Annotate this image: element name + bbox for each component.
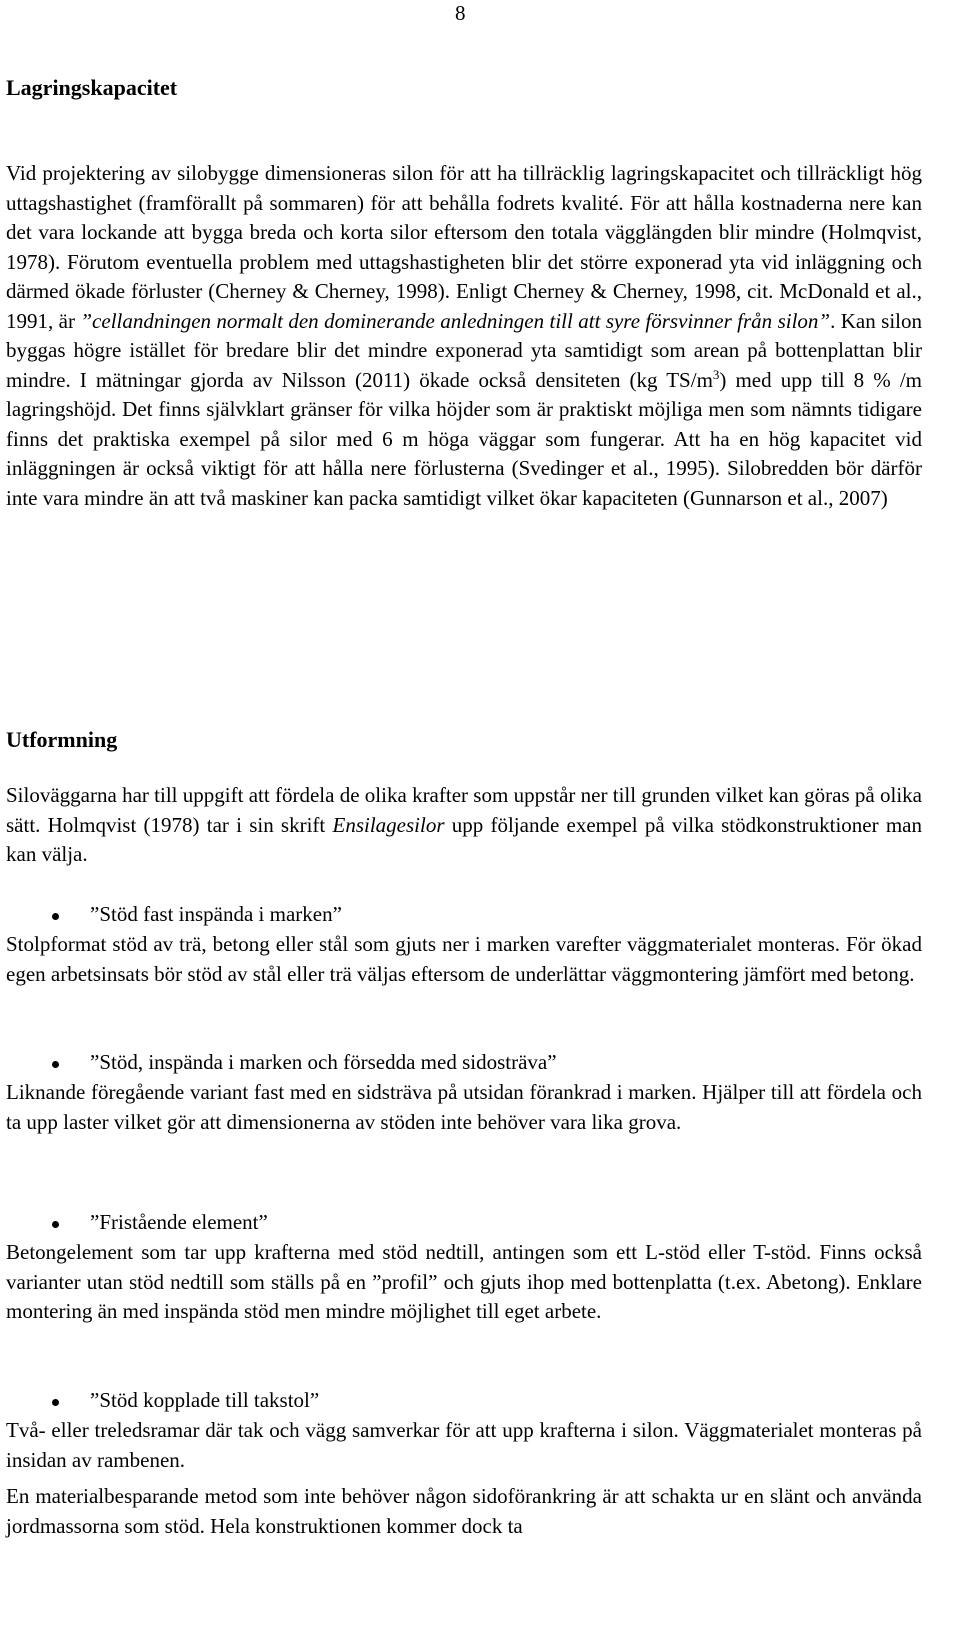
paragraph-text: upp följande exempel på vilka stödkonstruktioner man kan välja. xyxy=(6,812,922,866)
bullet-icon xyxy=(52,1061,59,1068)
paragraph-text: Vid projektering av silobygge dimensioneras silon för att ha tillräcklig lagringskapacitet och tillräckligt hög uttagshastighet (framförallt på sommaren) för att behålla fodrets kvalité. För att hålla kostnaderna nere kan det vara lockande att bygga breda och korta silor eftersom den totala vägglängden blir mindre (Holmqvist, 1978). Förutom eventuella problem med uttagshastigheten blir det större exponerad yta vid inläggning och därmed ökade förluster (Cherney & Cherney, 1998). Enligt Cherney & Cherney, 1998, cit. McDonald et al., 1991, är xyxy=(6,161,922,333)
paragraph-lagringskapacitet xyxy=(6,159,922,513)
bullet-title: ”Stöd kopplade till takstol” xyxy=(90,1388,320,1412)
bullet-icon xyxy=(52,1221,59,1228)
section-heading-lagringskapacitet: Lagringskapacitet xyxy=(6,75,178,100)
bullet-icon xyxy=(52,913,59,920)
bullet-body: Betongelement som tar upp krafterna med stöd nedtill, antingen som ett L-stöd eller T-stöd. Finns också varianter utan stöd nedtill som ställs på en ”profil” och gjuts ihop med bottenplatta (t.ex. Abetong). Enklare montering än med inspända stöd men mindre möjlighet till eget arbete. xyxy=(6,1240,922,1323)
paragraph-text: . Kan silon byggas högre istället för bredare blir det mindre exponerad yta samtidigt som arean på bottenplattan blir mindre. I mätningar gjorda av Nilsson (2011) ökade också densiteten (kg TS/m xyxy=(6,308,922,392)
bullet-title: ”Stöd fast inspända i marken” xyxy=(90,902,342,926)
quote-italic: ”cellandningen normalt den dominerande anledningen till att syre försvinner från silon” xyxy=(80,308,831,333)
bullet-body: Stolpformat stöd av trä, betong eller stål som gjuts ner i marken varefter väggmaterialet monteras. För ökad egen arbetsinsats bör stöd av stål eller trä väljas eftersom de underlättar väggmontering jämfört med betong. xyxy=(6,932,922,986)
bullet-body: Två- eller treledsramar där tak och vägg samverkar för att upp krafterna i silon. Väggmaterialet monteras på insidan av rambenen. xyxy=(6,1418,922,1472)
superscript: 3 xyxy=(712,366,720,382)
paragraph-closing: En materialbesparande metod som inte behöver någon sidoförankring är att schakta ur en slänt och använda jordmassorna som stöd. Hela konstruktionen kommer dock ta xyxy=(6,1484,922,1538)
bullet-title: ”Stöd, inspända i marken och försedda med sidosträva” xyxy=(90,1050,557,1074)
paragraph-utformning-intro xyxy=(6,781,922,870)
paragraph-text: ) med upp till 8 % /m lagringshöjd. Det finns självklart gränser för vilka höjder som är praktiskt möjliga men som nämnts tidigare finns det praktiska exempel på silor med 6 m höga väggar som fungerar. Att ha en hög kapacitet vid inläggningen är också viktigt för att hålla nere förlusterna (Svedinger et al., 1995). Silobredden bör därför inte vara mindre än att två maskiner kan packa samtidigt vilket ökar kapaciteten (Gunnarson et al., 2007) xyxy=(6,367,922,510)
title-italic: Ensilagesilor xyxy=(332,812,445,837)
bullet-body: Liknande föregående variant fast med en sidsträva på utsidan förankrad i marken. Hjälper till att fördela och ta upp laster vilket gör att dimensionerna av stöden inte behöver vara lika grova. xyxy=(6,1080,922,1134)
section-heading-utformning: Utformning xyxy=(6,727,118,752)
bullet-title: ”Fristående element” xyxy=(90,1210,268,1234)
bullet-icon xyxy=(52,1399,59,1406)
page-number: 8 xyxy=(455,1,466,25)
paragraph-text: Siloväggarna har till uppgift att fördela de olika krafter som uppstår ner till grunden vilket kan göras på olika sätt. Holmqvist (1978) tar i sin skrift xyxy=(6,783,922,837)
